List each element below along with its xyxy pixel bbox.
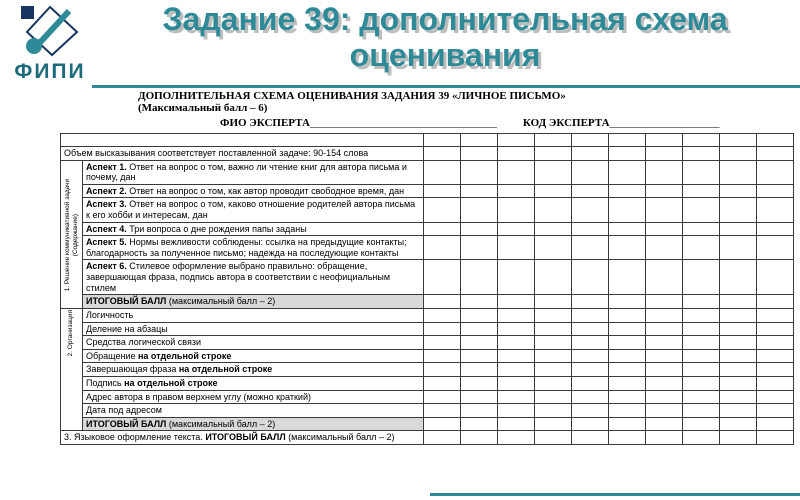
- mark-cell: [461, 260, 498, 295]
- mark-cell: [498, 260, 535, 295]
- criterion-text: ИТОГОВЫЙ БАЛЛ (максимальный балл – 2): [83, 417, 424, 431]
- table-row: [61, 198, 794, 222]
- mark-cell: [646, 390, 683, 404]
- mark-cell: [572, 198, 609, 222]
- mark-cell: [424, 308, 461, 322]
- mark-cell: [646, 308, 683, 322]
- mark-cell: [683, 363, 720, 377]
- mark-cell: [720, 363, 757, 377]
- mark-cell: [609, 431, 646, 445]
- mark-cell: [720, 336, 757, 350]
- mark-cell: [646, 198, 683, 222]
- mark-cell: [424, 147, 461, 161]
- expert-code-label: КОД ЭКСПЕРТА: [522, 117, 610, 129]
- mark-cell: [424, 134, 461, 147]
- mark-cell: [498, 160, 535, 184]
- mark-cell: [424, 336, 461, 350]
- mark-cell: [720, 198, 757, 222]
- criterion-text: Дата под адресом: [83, 404, 424, 418]
- mark-cell: [424, 349, 461, 363]
- table-row: [61, 363, 794, 377]
- mark-cell: [424, 363, 461, 377]
- table-row: [61, 390, 794, 404]
- mark-cell: [498, 417, 535, 431]
- page-title: Задание 39: дополнительная схема оценивания: [162, 1, 728, 73]
- mark-cell: [535, 198, 572, 222]
- mark-cell: [683, 349, 720, 363]
- evaluation-scheme-document: [60, 90, 796, 445]
- mark-cell: [535, 390, 572, 404]
- mark-cell: [572, 147, 609, 161]
- table-row: [61, 134, 794, 147]
- mark-cell: [461, 236, 498, 260]
- expert-name-blank: __________________________________: [309, 117, 497, 129]
- mark-cell: [683, 336, 720, 350]
- mark-cell: [572, 322, 609, 336]
- mark-cell: [535, 222, 572, 236]
- section-label: 2. Организация: [61, 308, 83, 430]
- mark-cell: [757, 376, 794, 390]
- mark-cell: [609, 236, 646, 260]
- mark-cell: [535, 322, 572, 336]
- mark-cell: [683, 184, 720, 198]
- mark-cell: [424, 160, 461, 184]
- mark-cell: [461, 134, 498, 147]
- mark-cell: [683, 404, 720, 418]
- mark-cell: [461, 336, 498, 350]
- mark-cell: [498, 308, 535, 322]
- table-row: [61, 308, 794, 322]
- mark-cell: [609, 417, 646, 431]
- criterion-text: Аспект 6. Стилевое оформление выбрано правильно: обращение, завершающая фраза, подпись автора в соответствии с неофициальным стилем: [83, 260, 424, 295]
- mark-cell: [609, 376, 646, 390]
- table-row: [61, 417, 794, 431]
- mark-cell: [757, 363, 794, 377]
- mark-cell: [646, 349, 683, 363]
- mark-cell: [424, 236, 461, 260]
- criterion-text: Аспект 2. Ответ на вопрос о том, как автор проводит свободное время, дан: [83, 184, 424, 198]
- criterion-text: Аспект 4. Три вопроса о дне рождения папы заданы: [83, 222, 424, 236]
- mark-cell: [757, 336, 794, 350]
- table-row: [61, 322, 794, 336]
- mark-cell: [572, 431, 609, 445]
- mark-cell: [757, 322, 794, 336]
- mark-cell: [535, 417, 572, 431]
- table-row: [61, 431, 794, 445]
- mark-cell: [498, 376, 535, 390]
- mark-cell: [498, 336, 535, 350]
- mark-cell: [498, 236, 535, 260]
- mark-cell: [720, 160, 757, 184]
- table-row: [61, 295, 794, 309]
- mark-cell: [424, 260, 461, 295]
- criterion-text: Средства логической связи: [83, 336, 424, 350]
- expert-code-blank: ____________________: [609, 117, 720, 129]
- mark-cell: [424, 376, 461, 390]
- mark-cell: [609, 147, 646, 161]
- mark-cell: [461, 417, 498, 431]
- mark-cell: [720, 295, 757, 309]
- mark-cell: [424, 184, 461, 198]
- mark-cell: [720, 236, 757, 260]
- mark-cell: [609, 160, 646, 184]
- mark-cell: [646, 417, 683, 431]
- mark-cell: [572, 236, 609, 260]
- mark-cell: [535, 260, 572, 295]
- document-max-score: (Максимальный балл – 6): [138, 102, 268, 114]
- mark-cell: [609, 222, 646, 236]
- mark-cell: [683, 222, 720, 236]
- mark-cell: [461, 404, 498, 418]
- mark-cell: [646, 236, 683, 260]
- mark-cell: [720, 431, 757, 445]
- mark-cell: [720, 349, 757, 363]
- mark-cell: [646, 322, 683, 336]
- mark-cell: [572, 222, 609, 236]
- mark-cell: [646, 222, 683, 236]
- mark-cell: [757, 404, 794, 418]
- mark-cell: [424, 295, 461, 309]
- scheme-table: [60, 133, 794, 445]
- criterion-text: ИТОГОВЫЙ БАЛЛ (максимальный балл – 2): [83, 295, 424, 309]
- mark-cell: [498, 134, 535, 147]
- mark-cell: [424, 198, 461, 222]
- mark-cell: [757, 295, 794, 309]
- mark-cell: [757, 134, 794, 147]
- mark-cell: [609, 349, 646, 363]
- mark-cell: [461, 322, 498, 336]
- table-row: [61, 404, 794, 418]
- mark-cell: [757, 349, 794, 363]
- mark-cell: [757, 222, 794, 236]
- mark-cell: [572, 336, 609, 350]
- mark-cell: [424, 431, 461, 445]
- mark-cell: [461, 349, 498, 363]
- mark-cell: [609, 404, 646, 418]
- mark-cell: [572, 260, 609, 295]
- mark-cell: [646, 376, 683, 390]
- table-row: [61, 160, 794, 184]
- mark-cell: [572, 160, 609, 184]
- mark-cell: [461, 308, 498, 322]
- table-row: [61, 236, 794, 260]
- mark-cell: [757, 147, 794, 161]
- fipi-logo-text: ФИПИ: [14, 60, 86, 83]
- mark-cell: [609, 184, 646, 198]
- mark-cell: [461, 147, 498, 161]
- mark-cell: [683, 198, 720, 222]
- mark-cell: [461, 390, 498, 404]
- mark-cell: [646, 134, 683, 147]
- mark-cell: [757, 308, 794, 322]
- mark-cell: [646, 147, 683, 161]
- criterion-text: Завершающая фраза на отдельной строке: [83, 363, 424, 377]
- mark-cell: [535, 134, 572, 147]
- section-label: 1. Решение коммуникативной задачи (Содержание): [61, 160, 83, 308]
- mark-cell: [757, 198, 794, 222]
- bottom-divider: [430, 493, 800, 496]
- mark-cell: [535, 184, 572, 198]
- mark-cell: [609, 198, 646, 222]
- mark-cell: [646, 184, 683, 198]
- table-row: [61, 376, 794, 390]
- mark-cell: [757, 236, 794, 260]
- criterion-text: Аспект 5. Нормы вежливости соблюдены: ссылка на предыдущие контакты; благодарность за полученное письмо; надежда на последующие контакты: [83, 236, 424, 260]
- table-row: [61, 184, 794, 198]
- mark-cell: [461, 160, 498, 184]
- mark-cell: [498, 322, 535, 336]
- mark-cell: [572, 376, 609, 390]
- mark-cell: [683, 376, 720, 390]
- mark-cell: [720, 322, 757, 336]
- mark-cell: [572, 308, 609, 322]
- mark-cell: [461, 184, 498, 198]
- mark-cell: [757, 260, 794, 295]
- criterion-text: 3. Языковое оформление текста. ИТОГОВЫЙ БАЛЛ (максимальный балл – 2): [61, 431, 424, 445]
- mark-cell: [461, 198, 498, 222]
- mark-cell: [757, 390, 794, 404]
- mark-cell: [498, 295, 535, 309]
- criterion-text: Деление на абзацы: [83, 322, 424, 336]
- mark-cell: [683, 260, 720, 295]
- mark-cell: [498, 431, 535, 445]
- mark-cell: [498, 147, 535, 161]
- mark-cell: [461, 295, 498, 309]
- fipi-logo-icon: [19, 4, 81, 58]
- mark-cell: [683, 431, 720, 445]
- mark-cell: [757, 417, 794, 431]
- criterion-text: Аспект 3. Ответ на вопрос о том, каково отношение родителей автора письма к его хобби и интересам, дан: [83, 198, 424, 222]
- mark-cell: [646, 363, 683, 377]
- mark-cell: [609, 134, 646, 147]
- mark-cell: [757, 431, 794, 445]
- mark-cell: [683, 295, 720, 309]
- mark-cell: [720, 222, 757, 236]
- expert-line: [220, 117, 796, 129]
- mark-cell: [498, 363, 535, 377]
- mark-cell: [535, 431, 572, 445]
- expert-name-label: ФИО ЭКСПЕРТА: [220, 117, 310, 129]
- mark-cell: [683, 322, 720, 336]
- mark-cell: [535, 404, 572, 418]
- document-heading: ДОПОЛНИТЕЛЬНАЯ СХЕМА ОЦЕНИВАНИЯ ЗАДАНИЯ 39 «ЛИЧНОЕ ПИСЬМО»: [138, 90, 566, 102]
- mark-cell: [609, 295, 646, 309]
- mark-cell: [572, 363, 609, 377]
- mark-cell: [720, 404, 757, 418]
- mark-cell: [646, 160, 683, 184]
- mark-cell: [720, 184, 757, 198]
- mark-cell: [535, 308, 572, 322]
- mark-cell: [720, 134, 757, 147]
- mark-cell: [720, 308, 757, 322]
- mark-cell: [646, 431, 683, 445]
- mark-cell: [720, 147, 757, 161]
- mark-cell: [683, 134, 720, 147]
- mark-cell: [609, 308, 646, 322]
- mark-cell: [609, 390, 646, 404]
- mark-cell: [535, 295, 572, 309]
- mark-cell: [572, 184, 609, 198]
- mark-cell: [609, 336, 646, 350]
- mark-cell: [572, 134, 609, 147]
- criterion-text: Обращение на отдельной строке: [83, 349, 424, 363]
- mark-cell: [535, 376, 572, 390]
- mark-cell: [535, 236, 572, 260]
- mark-cell: [424, 322, 461, 336]
- mark-cell: [720, 260, 757, 295]
- table-row: [61, 222, 794, 236]
- mark-cell: [720, 390, 757, 404]
- table-row: [61, 260, 794, 295]
- mark-cell: [646, 336, 683, 350]
- mark-cell: [683, 147, 720, 161]
- mark-cell: [609, 363, 646, 377]
- mark-cell: [757, 184, 794, 198]
- mark-cell: [720, 417, 757, 431]
- mark-cell: [757, 160, 794, 184]
- mark-cell: [683, 390, 720, 404]
- criterion-text: Подпись на отдельной строке: [83, 376, 424, 390]
- mark-cell: [498, 222, 535, 236]
- mark-cell: [461, 363, 498, 377]
- mark-cell: [683, 308, 720, 322]
- mark-cell: [609, 260, 646, 295]
- mark-cell: [535, 336, 572, 350]
- mark-cell: [498, 390, 535, 404]
- mark-cell: [424, 222, 461, 236]
- mark-cell: [572, 349, 609, 363]
- criterion-text: Объем высказывания соответствует поставленной задаче: 90-154 слова: [61, 147, 424, 161]
- mark-cell: [535, 160, 572, 184]
- criterion-text: Адрес автора в правом верхнем углу (можно краткий): [83, 390, 424, 404]
- mark-cell: [646, 295, 683, 309]
- mark-cell: [535, 363, 572, 377]
- mark-cell: [572, 404, 609, 418]
- mark-cell: [461, 222, 498, 236]
- mark-cell: [683, 160, 720, 184]
- table-row: [61, 147, 794, 161]
- mark-cell: [498, 198, 535, 222]
- mark-cell: [720, 376, 757, 390]
- mark-cell: [498, 349, 535, 363]
- table-row: [61, 349, 794, 363]
- top-divider: [92, 85, 800, 88]
- mark-cell: [683, 236, 720, 260]
- mark-cell: [461, 376, 498, 390]
- mark-cell: [535, 349, 572, 363]
- mark-cell: [572, 417, 609, 431]
- mark-cell: [461, 431, 498, 445]
- mark-cell: [424, 417, 461, 431]
- mark-cell: [498, 404, 535, 418]
- table-row: [61, 336, 794, 350]
- criterion-text: Аспект 1. Ответ на вопрос о том, важно ли чтение книг для автора письма и почему, дан: [83, 160, 424, 184]
- mark-cell: [646, 260, 683, 295]
- mark-cell: [424, 390, 461, 404]
- header-empty-cell: [61, 134, 424, 147]
- mark-cell: [609, 322, 646, 336]
- criterion-text: Логичность: [83, 308, 424, 322]
- mark-cell: [498, 184, 535, 198]
- fipi-logo: [8, 4, 92, 84]
- mark-cell: [424, 404, 461, 418]
- mark-cell: [572, 390, 609, 404]
- mark-cell: [683, 417, 720, 431]
- mark-cell: [646, 404, 683, 418]
- mark-cell: [572, 295, 609, 309]
- mark-cell: [535, 147, 572, 161]
